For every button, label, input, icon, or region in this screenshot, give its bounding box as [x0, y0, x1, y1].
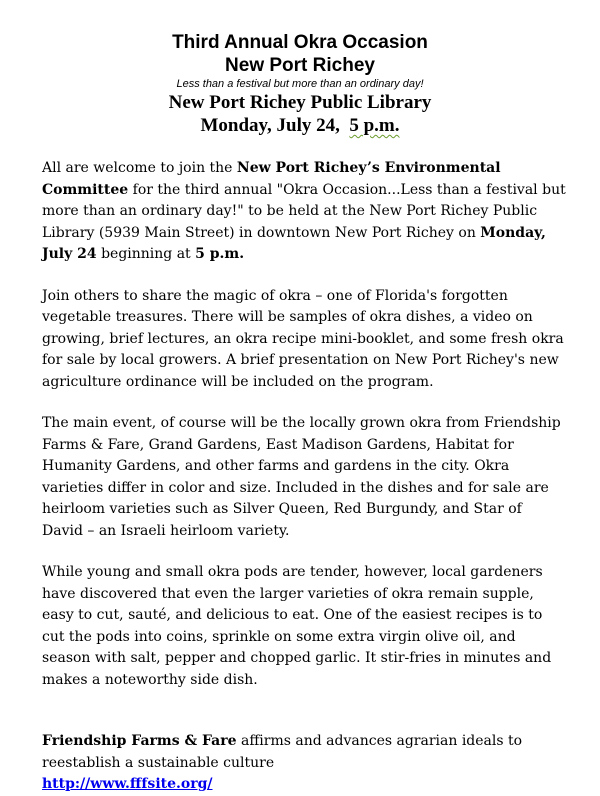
intro-date: Monday, July 24	[42, 224, 546, 262]
intro-text-1: All are welcome to join the	[42, 160, 237, 176]
body-text	[42, 158, 567, 796]
paragraph-magic: Join others to share the magic of okra – one of Florida's forgotten vegetable treasures. There will be samples of okra dishes, a video on growing, brief lectures, an okra recipe mini-booklet, and some fresh okra for sale by local growers. A brief presentation on New Port Richey's new agriculture ordinance will be included on the program.	[42, 287, 564, 390]
paragraph-intro	[42, 158, 567, 266]
event-date: Monday, July 24,	[200, 115, 340, 136]
intro-text-2: for the third annual "Okra Occasion...Less than a festival but more than an ordinary day!" to be held at the New Port Richey Public Library (5939 Main Street) in downtown New Port Richey on	[42, 181, 566, 241]
footer-text: affirms and advances agrarian ideals to reestablish a sustainable culture	[42, 733, 523, 771]
event-location-title: New Port Richey	[225, 55, 375, 76]
event-tagline: Less than a festival but more than an ordinary day!	[176, 78, 424, 90]
paragraph-recipe: While young and small okra pods are tender, however, local gardeners have discovered that even the larger varieties of okra remain supple, easy to cut, sauté, and delicious to eat. One of the easiest recipes is to cut the pods into coins, sprinkle on some extra virgin olive oil, and season with salt, pepper and chopped garlic. It stir-fries in minutes and makes a noteworthy side dish.	[42, 564, 552, 688]
website-link[interactable]: http://www.fffsite.org/	[42, 776, 213, 792]
header	[0, 0, 600, 137]
event-datetime	[0, 114, 600, 137]
intro-time: 5 p.m.	[195, 246, 245, 262]
event-time: 5 p.m.	[349, 115, 400, 136]
event-venue: New Port Richey Public Library	[168, 92, 432, 113]
footer-org: Friendship Farms & Fare	[42, 733, 237, 749]
intro-committee: New Port Richey’s Environmental Committee	[42, 160, 501, 198]
intro-text-3: beginning at	[96, 246, 196, 262]
paragraph-main-event: The main event, of course will be the locally grown okra from Friendship Farms & Fare, Grand Gardens, East Madison Gardens, Habitat for Humanity Gardens, and other farms and gardens in the city. Okra varieties differ in color and size. Included in the dishes and for sale are heirloom varieties such as Silver Queen, Red Burgundy, and Star of David – an Israeli heirloom variety.	[42, 415, 561, 539]
event-title: Third Annual Okra Occasion	[172, 32, 428, 53]
paragraph-footer	[42, 731, 567, 796]
